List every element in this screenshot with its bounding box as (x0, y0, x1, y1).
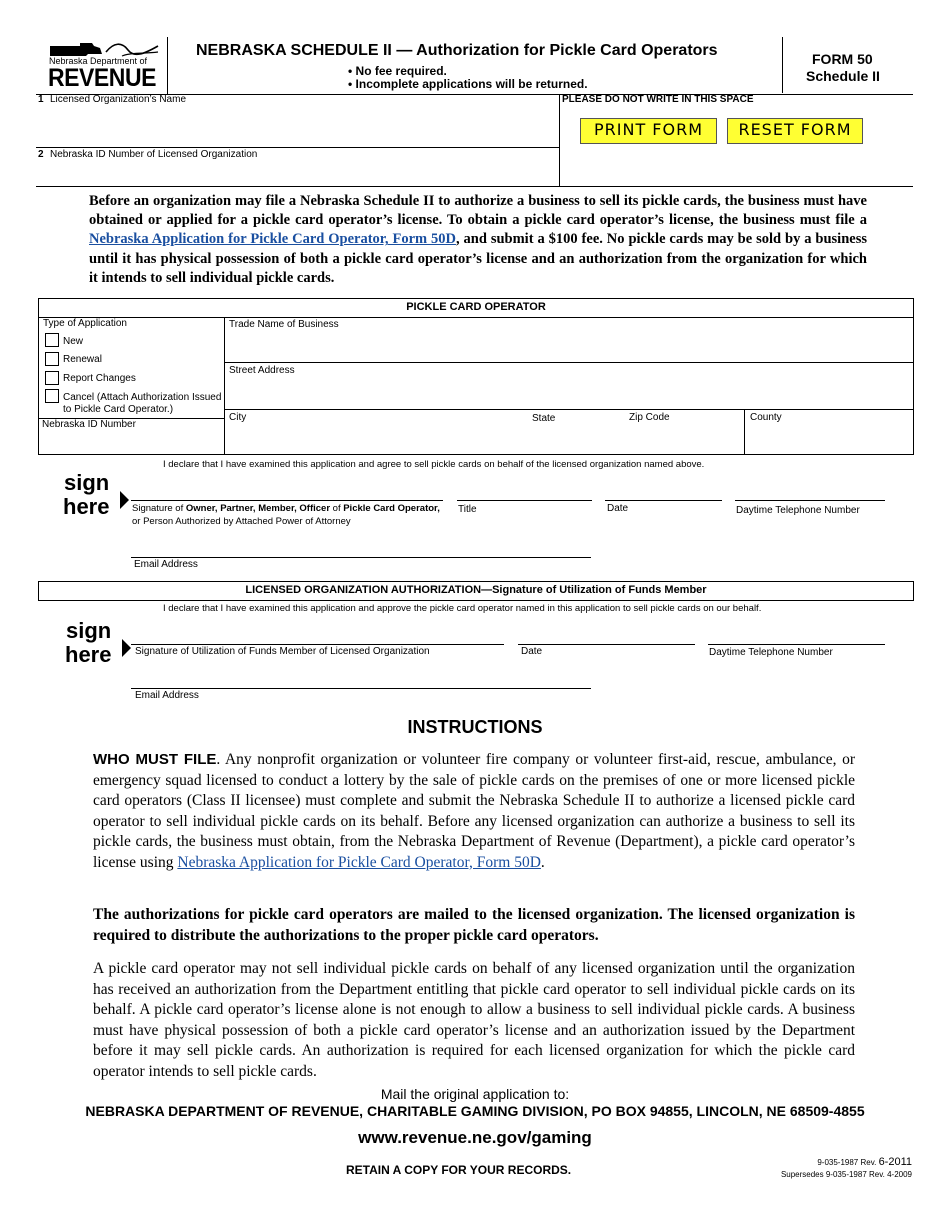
website-link[interactable]: www.revenue.ne.gov/gaming (358, 1128, 592, 1147)
operator-heading: PICKLE CARD OPERATOR (406, 301, 546, 313)
form-number: FORM 50 (812, 51, 873, 67)
intro-paragraph (89, 192, 867, 288)
operator-email-label: Email Address (134, 559, 198, 570)
note-no-fee: • No fee required. (348, 64, 447, 78)
street-address-input[interactable] (229, 379, 909, 405)
retain-copy-note: RETAIN A COPY FOR YOUR RECORDS. (346, 1163, 572, 1177)
revision-info (700, 1157, 912, 1168)
trade-name-input[interactable] (229, 333, 909, 359)
operator-nebraska-id-input[interactable] (42, 433, 220, 453)
zip-code-label: Zip Code (629, 412, 670, 423)
operator-sign-here-2: here (63, 494, 110, 519)
org-signature-label: Signature of Utilization of Funds Member of Licensed Organization (135, 646, 430, 657)
who-must-file-heading: WHO MUST FILE (93, 751, 217, 768)
office-use-label: PLEASE DO NOT WRITE IN THIS SPACE (562, 94, 754, 105)
intro-text-1: Before an organization may file a Nebraska Schedule II to authorize a business to sell its pickle cards, the business must have obtained or applied for a pickle card operator’s license. To obtain a pickle card operator’s license, the business must file a (89, 193, 867, 229)
county-input[interactable] (750, 426, 910, 450)
who-must-file-end: . (540, 853, 545, 871)
operator-phone-label: Daytime Telephone Number (736, 505, 860, 516)
form-50d-link-2[interactable]: Nebraska Application for Pickle Card Operator, Form 50D (177, 853, 541, 871)
form-title: NEBRASKA SCHEDULE II — Authorization for Pickle Card Operators (196, 42, 718, 59)
county-label: County (750, 412, 782, 423)
mailing-address: NEBRASKA DEPARTMENT OF REVENUE, CHARITABLE GAMING DIVISION, PO BOX 94855, LINCOLN, NE 68509-4855 (85, 1103, 865, 1119)
org-name-input[interactable] (50, 110, 550, 140)
org-date-label: Date (521, 646, 543, 657)
option-report-changes-label: Report Changes (63, 373, 136, 384)
operator-nebraska-id-label: Nebraska ID Number (42, 419, 136, 430)
org-sign-here-1: sign (66, 618, 112, 643)
reset-form-button[interactable]: RESET FORM (727, 118, 863, 144)
sig-pre: Signature of (132, 503, 186, 514)
form-50d-link[interactable]: Nebraska Application for Pickle Card Operator, Form 50D (89, 231, 456, 248)
org-name-number: 1 (38, 94, 44, 105)
operator-title-label: Title (458, 504, 477, 515)
option-renewal-label: Renewal (63, 354, 102, 365)
who-must-file-text: . Any nonprofit organization or volunteer fire company or volunteer first-aid, rescue, ambulance, or emergency squad licensed to conduct a lottery by the sale of pickle cards on the premises of one or more licensed pickle card operators (Class II licensee) must complete and submit the Nebraska Schedule II to authorize a licensed pickle card operator to sell individual pickle cards on its behalf. Before any licensed organization can authorize a business to sell its pickle cards, the business must obtain, from the Nebraska Department of Revenue (Department), a pickle card operator’s license using (93, 751, 855, 871)
checkbox-cancel[interactable] (45, 389, 59, 403)
sig-bold2: Pickle Card Operator, (343, 503, 440, 514)
operator-date-label: Date (607, 503, 629, 514)
org-auth-declaration: I declare that I have examined this application and approve the pickle card operator named in this application to sell pickle cards on our behalf. (163, 603, 762, 614)
authorizations-mailed-paragraph: The authorizations for pickle card operators are mailed to the licensed organization. The licensed organization is required to distribute the authorizations to the proper pickle card operators. (93, 906, 855, 944)
trade-name-label: Trade Name of Business (229, 319, 339, 330)
rev-prefix: 9-035-1987 Rev. (817, 1158, 877, 1167)
revenue-logo (40, 40, 160, 92)
operator-restriction-paragraph: A pickle card operator may not sell individual pickle cards on behalf of any licensed organization until the organization has received an authorization from the Department entitling that pickle card operator to sell individual pickle cards on its behalf. A pickle card operator’s license alone is not enough to allow a business to sell individual pickle cards. A business must have physical possession of both a pickle card operator’s license and an authorization issued by the Department before it may sell pickle cards. An authorization is required for each licensed organization for which the pickle card operator intends to sell pickle cards. (93, 960, 855, 1080)
state-label: State (532, 413, 556, 424)
supersedes-info: Supersedes 9-035-1987 Rev. 4-2009 (780, 1170, 912, 1179)
nebraska-id-label: Nebraska ID Number of Licensed Organization (50, 149, 258, 160)
org-phone-label: Daytime Telephone Number (709, 647, 833, 658)
street-address-label: Street Address (229, 365, 295, 376)
zip-code-input[interactable] (629, 426, 739, 450)
sign-arrow-icon (120, 491, 129, 509)
checkbox-new[interactable] (45, 333, 59, 347)
rev-date: 6-2011 (878, 1156, 912, 1168)
sign-arrow-icon (122, 639, 131, 657)
who-must-file-paragraph (93, 750, 855, 873)
checkbox-renewal[interactable] (45, 352, 59, 366)
state-input[interactable] (532, 426, 612, 450)
operator-declaration: I declare that I have examined this application and agree to sell pickle cards on behalf of the licensed organization named above. (163, 459, 705, 470)
application-type-label: Type of Application (43, 318, 127, 329)
city-input[interactable] (229, 426, 519, 450)
sig-post: or Person Authorized by Attached Power of Attorney (132, 516, 351, 527)
sig-bold1: Owner, Partner, Member, Officer (185, 503, 331, 514)
org-auth-heading: LICENSED ORGANIZATION AUTHORIZATION—Signature of Utilization of Funds Member (245, 584, 707, 596)
mail-to-label: Mail the original application to: (380, 1086, 570, 1102)
logo-line2: REVENUE (48, 64, 156, 92)
org-sign-here-2: here (65, 642, 112, 667)
print-form-button[interactable]: PRINT FORM (580, 118, 717, 144)
instructions-heading: INSTRUCTIONS (407, 717, 543, 737)
option-cancel-label: Cancel (Attach Authorization Issued to Pickle Card Operator.) (63, 392, 222, 415)
org-email-label: Email Address (135, 690, 199, 701)
intro-text-2: , and submit a $100 fee. No pickle cards may be sold by a business until it has physical possession of both a pickle card operator’s license and an authorization from the organization for which it intends to sell individual pickle cards. (89, 231, 867, 286)
city-label: City (229, 412, 247, 423)
nebraska-id-input[interactable] (50, 163, 550, 185)
logo-line1: Nebraska Department of (49, 56, 148, 66)
option-new-label: New (63, 336, 84, 347)
operator-sign-here-1: sign (64, 470, 110, 495)
operator-signature-label (132, 502, 447, 528)
schedule-label: Schedule II (806, 68, 880, 84)
sig-mid: of (330, 503, 344, 514)
checkbox-report-changes[interactable] (45, 371, 59, 385)
note-incomplete: • Incomplete applications will be returned. (348, 77, 588, 91)
org-name-label: Licensed Organization’s Name (50, 94, 187, 105)
nebraska-id-number: 2 (38, 149, 44, 160)
